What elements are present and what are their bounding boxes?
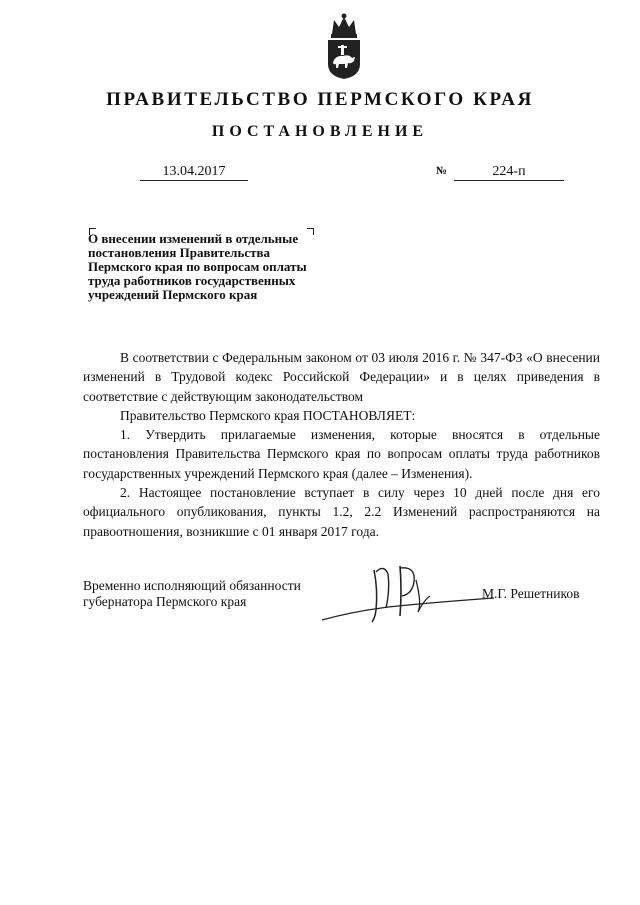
number-sign: № [436,165,448,177]
document-subject [88,232,350,302]
body-paragraph-preamble: В соответствии с Федеральным законом от 03 июля 2016 г. № 347-ФЗ «О внесении изменений в Трудовой кодекс Российской Федерации» и в целях приведения в соответствие с действующим законодательством [83,350,600,404]
subject-line: труда работников государственных [88,273,296,288]
body-paragraph-resolution: Правительство Пермского края ПОСТАНОВЛЯЕТ: [120,407,416,423]
signatory-name: М.Г. Решетников [482,586,580,601]
signatory-title [83,578,301,610]
document-body [83,348,600,541]
body-paragraph-item-2: 2. Настоящее постановление вступает в силу через 10 дней после дня его официального опубликования, пункты 1.2, 2.2 Изменений распространяются на правоотношения, возникшие с 01 января 2017 года. [83,485,600,539]
government-title: ПРАВИТЕЛЬСТВО ПЕРМСКОГО КРАЯ [106,89,534,110]
subject-line: постановления Правительства [88,245,270,260]
subject-line: учреждений Пермского края [88,287,258,302]
document-type: ПОСТАНОВЛЕНИЕ [211,123,429,140]
handwritten-signature [318,560,498,626]
subject-line: Пермского края по вопросам оплаты [88,259,307,274]
document-date: 13.04.2017 [140,163,248,181]
signatory-title-line: губернатора Пермского края [83,594,247,609]
document-number: 224-п [454,163,564,181]
body-paragraph-item-1: 1. Утвердить прилагаемые изменения, которые вносятся в отдельные постановления Правительства Пермского края по вопросам оплаты труда работников государственных учреждений Пермского края (далее – Изменения). [83,427,600,481]
signatory-title-line: Временно исполняющий обязанности [83,578,301,593]
perm-krai-coat-of-arms-icon [324,12,364,80]
subject-line: О внесении изменений в отдельные [88,231,299,246]
